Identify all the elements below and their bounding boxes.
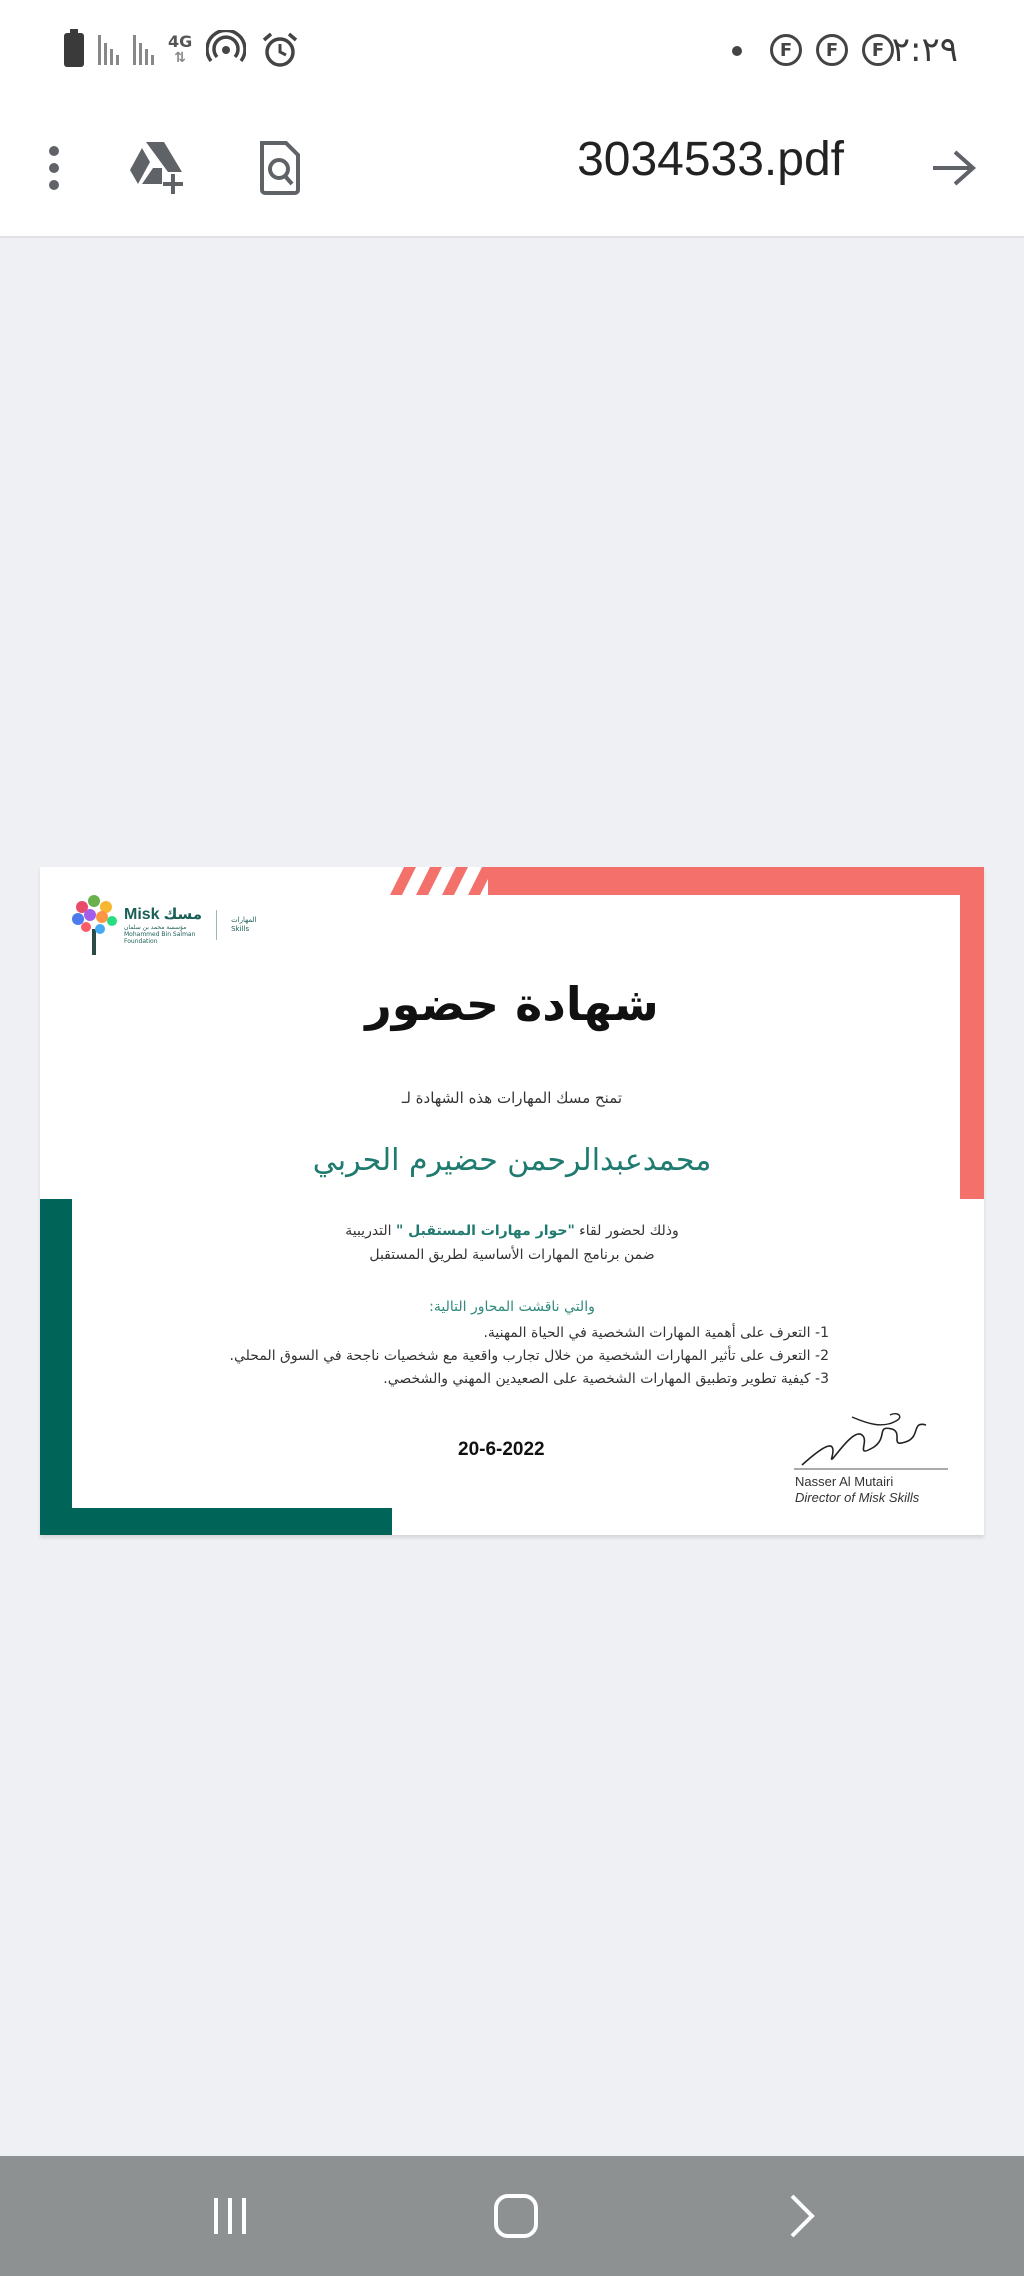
topic-item: 3- كيفية تطوير وتطبيق المهارات الشخصية على الصعيدين المهني والشخصي.	[383, 1371, 829, 1387]
logo-skills: المهارات Skills	[231, 916, 257, 933]
logo-wordmark	[124, 905, 202, 945]
find-in-page-button[interactable]	[238, 126, 322, 210]
logo-sub-en-1: Mohammed Bin Salman	[124, 931, 196, 938]
teal-bottom-band	[40, 1508, 392, 1535]
signal-icon	[98, 35, 119, 65]
recipient-name: محمدعبدالرحمن حضيرم الحربي	[312, 1143, 712, 1178]
logo-divider	[216, 910, 217, 940]
forward-button[interactable]	[912, 126, 996, 210]
navigation-bar	[0, 2156, 1024, 2276]
coral-hatch-stripes	[390, 867, 620, 895]
recent-apps-button[interactable]	[190, 2184, 270, 2248]
status-bar	[0, 0, 1024, 100]
notification-f-icon: F	[816, 34, 848, 66]
program-line: ضمن برنامج المهارات الأساسية لطريق المستقبل	[369, 1247, 655, 1263]
attendance-line: وذلك لحضور لقاء "حوار مهارات المستقبل " التدريبية	[345, 1223, 679, 1239]
notification-icons	[770, 34, 894, 66]
logo-sub-ar: مؤسسة محمد بن سلمان	[124, 924, 187, 931]
status-icons-left	[64, 30, 300, 70]
notification-f-icon: F	[862, 34, 894, 66]
topic-item: 1- التعرف على أهمية المهارات الشخصية في الحياة المهنية.	[483, 1325, 829, 1341]
clock: ٢:٢٩	[891, 30, 958, 70]
certificate-heading: شهادة حضور	[365, 977, 659, 1031]
logo-sub-en-2: Foundation	[124, 938, 158, 945]
back-button[interactable]	[762, 2184, 842, 2248]
recent-apps-icon	[208, 2194, 252, 2238]
logo-brand-ar: مسك	[163, 905, 203, 923]
signer-role: Director of Misk Skills	[795, 1490, 920, 1505]
signature-image	[792, 1407, 952, 1477]
network-type: 4G ⇅	[168, 32, 193, 66]
battery-icon	[64, 33, 84, 67]
tree-logo-icon	[70, 893, 118, 957]
event-name: "حوار مهارات المستقبل "	[396, 1223, 575, 1239]
drive-add-icon	[128, 140, 192, 196]
topics-title: والتي ناقشت المحاور التالية:	[429, 1299, 595, 1315]
signal-icon	[133, 35, 154, 65]
alarm-icon	[260, 30, 300, 70]
topics-list	[129, 1322, 829, 1391]
notification-f-icon: F	[770, 34, 802, 66]
app-bar	[0, 100, 1024, 238]
logo-brand-en: Misk	[124, 906, 160, 923]
home-icon	[492, 2192, 540, 2240]
hotspot-icon	[206, 30, 246, 70]
pdf-page-certificate[interactable]	[40, 867, 984, 1535]
add-to-drive-button[interactable]	[118, 126, 202, 210]
grant-text: تمنح مسك المهارات هذه الشهادة لـ	[401, 1089, 623, 1107]
dot-icon	[732, 46, 742, 56]
certificate-date: 20-6-2022	[458, 1439, 545, 1460]
forward-arrow-icon	[931, 148, 977, 188]
signer-block	[795, 1474, 919, 1506]
signer-name: Nasser Al Mutairi	[795, 1474, 894, 1489]
back-icon	[786, 2192, 818, 2240]
more-options-button[interactable]	[12, 126, 96, 210]
more-vert-icon	[44, 143, 64, 193]
find-in-page-icon	[256, 140, 304, 196]
document-title: 3034533.pdf	[577, 133, 844, 186]
misk-logo	[70, 893, 257, 957]
home-button[interactable]	[476, 2184, 556, 2248]
topic-item: 2- التعرف على تأثير المهارات الشخصية من خلال تجارب واقعية مع شخصيات ناجحة في السوق المحلي.	[229, 1348, 829, 1364]
